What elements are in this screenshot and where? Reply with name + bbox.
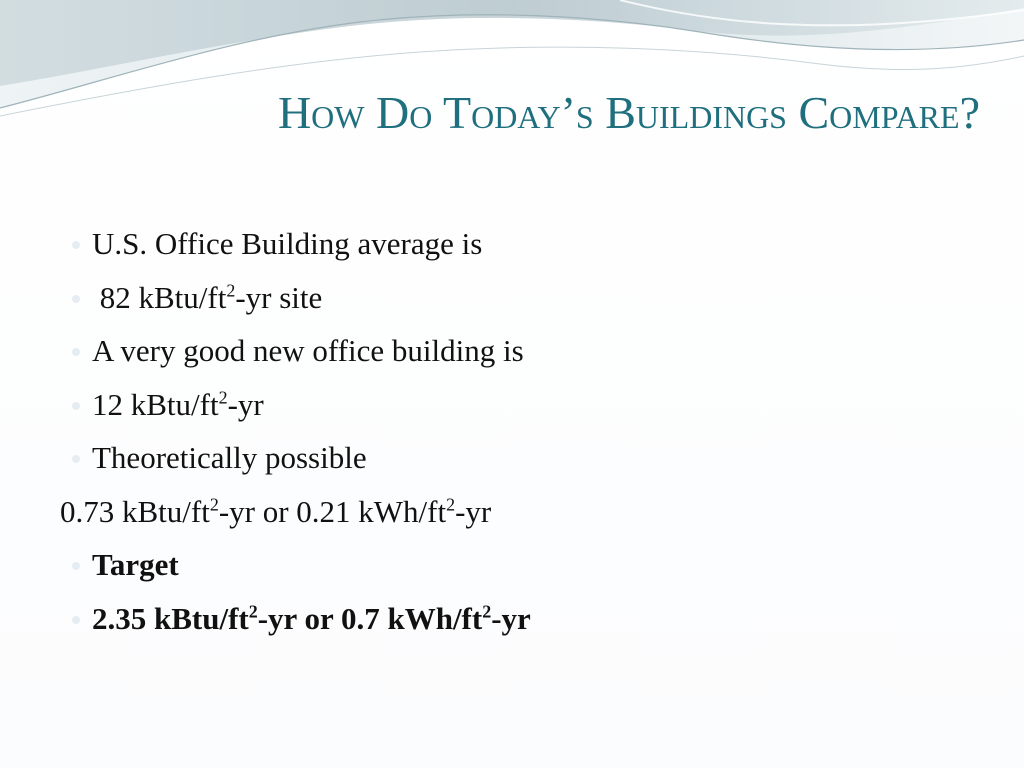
text-run: -yr or 0.7 kWh/ft <box>257 600 483 636</box>
text-run: -yr site <box>235 279 323 315</box>
slide-title: How Do Today’s Buildings Compare? <box>277 87 980 138</box>
text-run: 82 kBtu/ft <box>92 279 227 315</box>
text-run: 0.73 kBtu/ft <box>60 493 210 529</box>
text-run: -yr <box>455 493 492 529</box>
bullet-text <box>60 490 491 534</box>
superscript: 2 <box>218 386 228 407</box>
bullet-item-target-value <box>60 597 980 651</box>
bullet-dot-icon <box>72 241 80 249</box>
bullet-item-good-new-office <box>60 329 980 383</box>
text-run: -yr <box>491 600 531 636</box>
bullet-item-theoretically-possible <box>60 436 980 490</box>
bullet-text <box>92 222 482 266</box>
bullet-item-target <box>60 543 980 597</box>
bullet-dot-icon <box>72 562 80 570</box>
bullet-item-us-office-average <box>60 222 980 276</box>
bullet-text <box>92 543 179 587</box>
bullet-item-theoretical-value <box>60 490 980 544</box>
superscript: 2 <box>446 493 456 514</box>
text-run: A very good new office building is <box>92 333 524 368</box>
bullet-text <box>92 276 322 320</box>
text-run: -yr or 0.21 kWh/ft <box>218 493 447 529</box>
bullet-dot-icon <box>72 295 80 303</box>
text-run: 12 kBtu/ft <box>92 386 219 422</box>
superscript: 2 <box>209 493 219 514</box>
text-run: 2.35 kBtu/ft <box>92 600 249 636</box>
bullet-dot-icon <box>72 402 80 410</box>
superscript: 2 <box>226 279 236 300</box>
bullet-item-good-new-office-value <box>60 383 980 437</box>
text-run: U.S. Office Building average is <box>92 226 483 261</box>
text-run: Target <box>92 547 179 582</box>
text-run: Theoretically possible <box>92 440 367 475</box>
bullet-dot-icon <box>72 348 80 356</box>
superscript: 2 <box>482 600 492 621</box>
bullet-item-us-office-value <box>60 276 980 330</box>
bullet-dot-icon <box>72 616 80 624</box>
text-run: -yr <box>227 386 264 422</box>
bullet-text <box>92 597 531 641</box>
superscript: 2 <box>248 600 258 621</box>
bullet-text <box>92 436 367 480</box>
bullet-list <box>60 222 980 650</box>
bullet-dot-icon <box>72 455 80 463</box>
bullet-text <box>92 329 524 373</box>
bullet-text <box>92 383 264 427</box>
